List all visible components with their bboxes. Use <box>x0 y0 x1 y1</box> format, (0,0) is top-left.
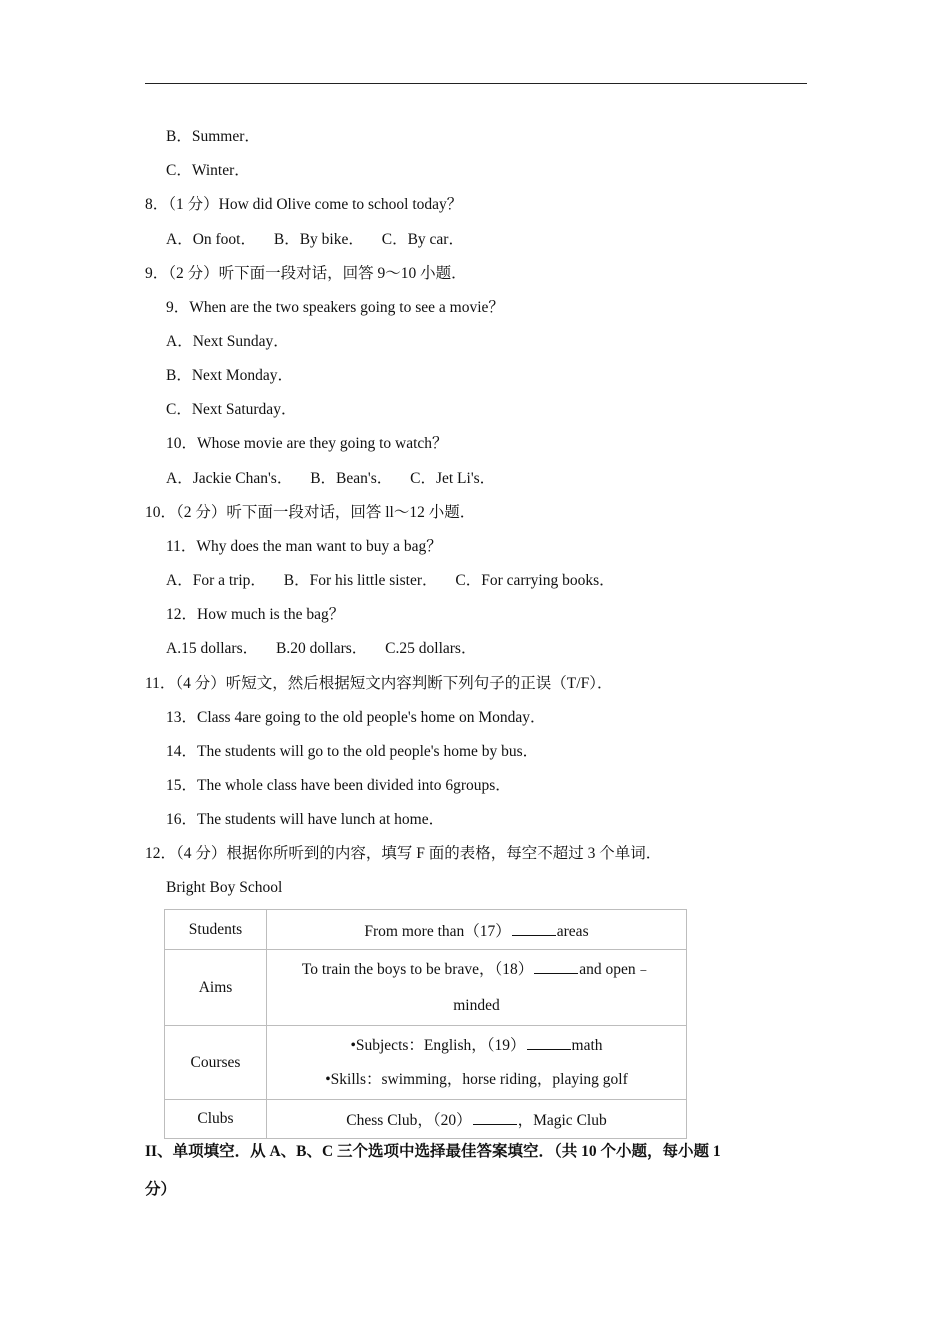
answer-blank[interactable] <box>473 1110 517 1125</box>
section-heading: II、单项填空．从 A、B、C 三个选项中选择最佳答案填空．（共 10 个小题，每小题 1 <box>145 1143 721 1160</box>
options-row <box>166 469 509 489</box>
question-heading: 10．（2 分）听下面一段对话，回答 ll～12 小题． <box>145 504 476 521</box>
row-content: From more than（17） areas <box>267 910 687 950</box>
option-a: A．Jackie Chan's． <box>166 470 293 487</box>
statement: 15．The whole class have been divided into 6groups． <box>166 777 511 794</box>
option-b: B.20 dollars． <box>276 640 368 657</box>
option-c: C．For carrying books． <box>455 572 615 589</box>
question-heading: 8．（1 分）How did Olive come to school today？ <box>145 196 463 213</box>
options-row <box>166 639 490 659</box>
answer-blank[interactable] <box>527 1035 571 1050</box>
row-content: To train the boys to be brave，（18） and open﹣ minded <box>267 950 687 1026</box>
option-c: C．By car． <box>381 231 464 248</box>
table-row <box>165 910 687 950</box>
header-rule <box>145 83 807 84</box>
table-row <box>165 1026 687 1100</box>
row-label: Students <box>165 910 267 950</box>
option-line: C．Next Saturday． <box>166 401 297 418</box>
option-line: C．Winter． <box>166 162 250 179</box>
question-heading: 12．（4 分）根据你所听到的内容，填写 F 面的表格，每空不超过 3 个单词． <box>145 845 662 862</box>
question-heading: 9．（2 分）听下面一段对话，回答 9～10 小题． <box>145 265 467 282</box>
option-a: A.15 dollars． <box>166 640 259 657</box>
option-line: B．Summer． <box>166 128 260 145</box>
row-label: Aims <box>165 950 267 1026</box>
question-heading: 11．（4 分）听短文，然后根据短文内容判断下列句子的正误（T/F）． <box>145 675 613 692</box>
option-b: B．For his little sister． <box>283 572 438 589</box>
table-caption: Bright Boy School <box>166 879 283 896</box>
section-heading-cont: 分） <box>145 1181 177 1198</box>
option-b: B．Bean's． <box>310 470 393 487</box>
row-content: Chess Club，（20） ，Magic Club <box>267 1100 687 1139</box>
sub-question: 12．How much is the bag？ <box>166 606 345 623</box>
row-content: •Subjects：English，（19） math •Skills：swimming，horse riding，playing golf <box>267 1026 687 1100</box>
row-label: Clubs <box>165 1100 267 1139</box>
option-line: B．Next Monday． <box>166 367 294 384</box>
option-c: C．Jet Li's． <box>410 470 496 487</box>
option-c: C.25 dollars． <box>385 640 477 657</box>
answer-blank[interactable] <box>512 921 556 936</box>
answer-blank[interactable] <box>534 959 578 974</box>
options-row <box>166 571 629 591</box>
school-info-table <box>164 909 687 1139</box>
options-row <box>166 230 478 250</box>
sub-question: 9．When are the two speakers going to see a movie？ <box>166 299 504 316</box>
row-label: Courses <box>165 1026 267 1100</box>
sub-question: 10．Whose movie are they going to watch？ <box>166 435 448 452</box>
option-b: B．By bike． <box>273 231 364 248</box>
sub-question: 11．Why does the man want to buy a bag？ <box>166 538 442 555</box>
option-a: A．On foot． <box>166 231 256 248</box>
option-a: A．For a trip． <box>166 572 266 589</box>
statement: 13．Class 4are going to the old people's home on Monday． <box>166 709 546 726</box>
statement: 16．The students will have lunch at home． <box>166 811 445 828</box>
table-row <box>165 1100 687 1139</box>
option-line: A．Next Sunday． <box>166 333 289 350</box>
statement: 14．The students will go to the old people's home by bus． <box>166 743 539 760</box>
table-row <box>165 950 687 1026</box>
